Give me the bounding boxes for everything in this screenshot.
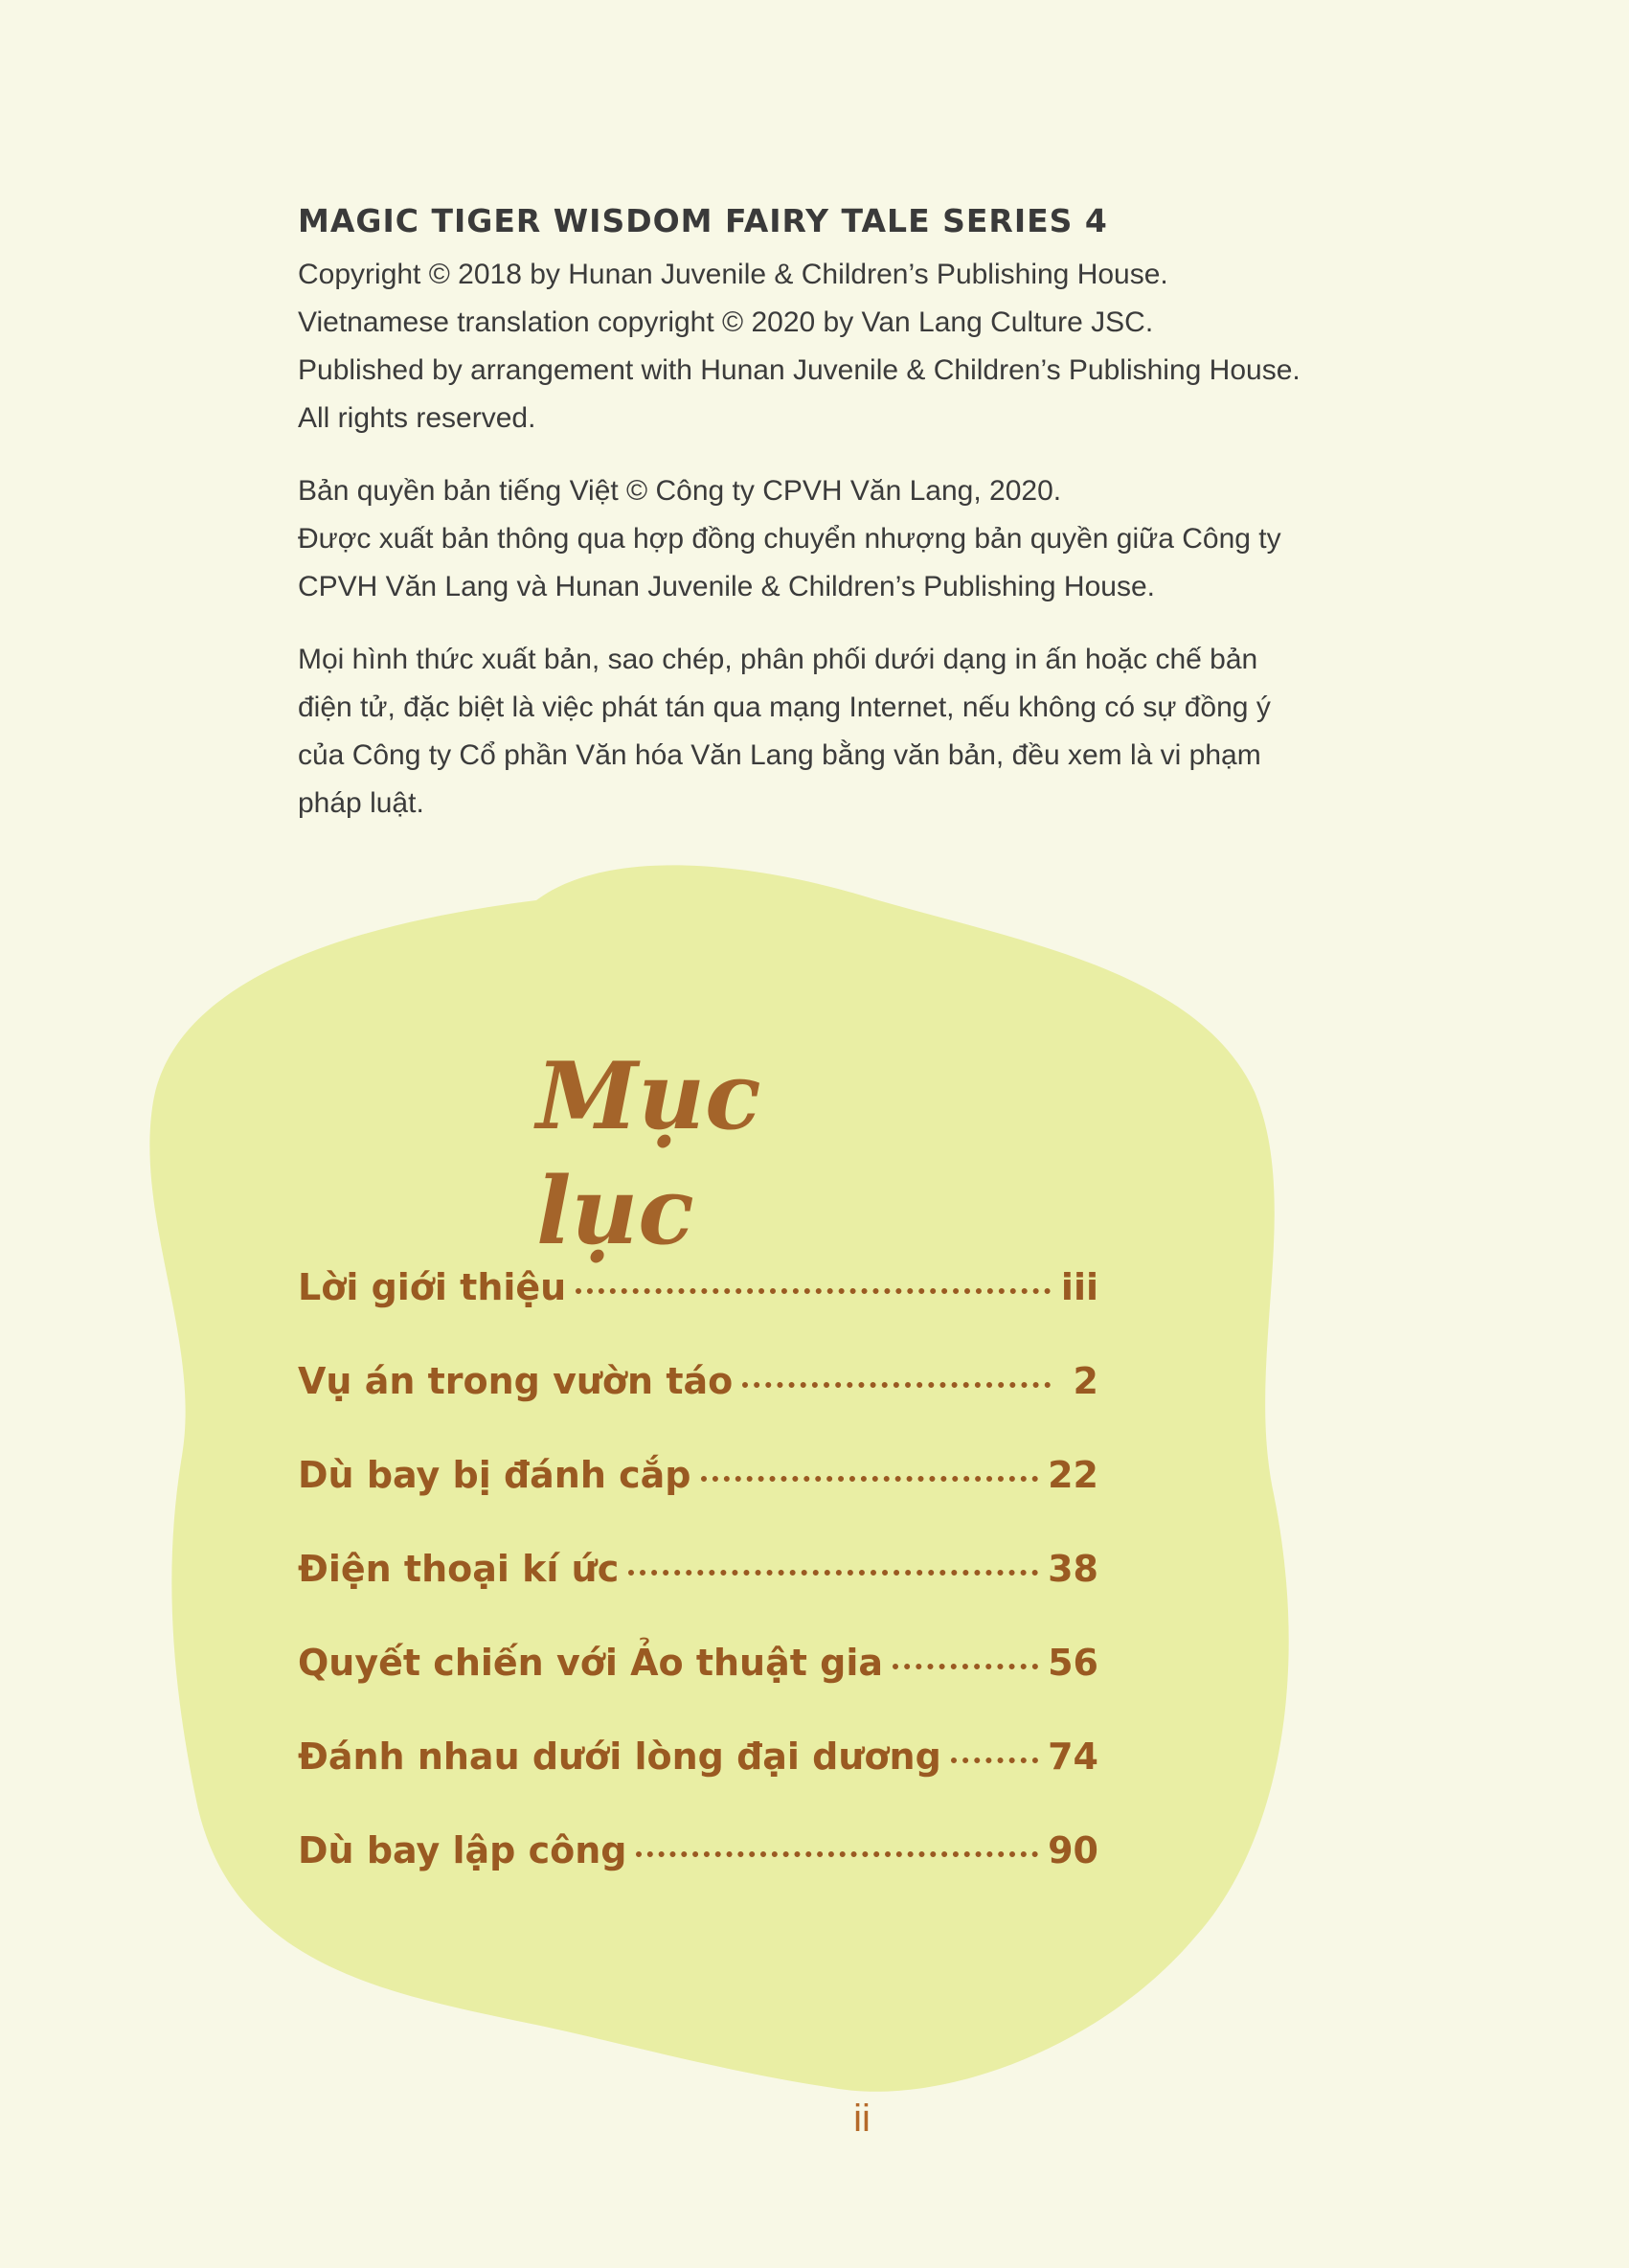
vietnamese-copyright (298, 467, 1447, 611)
toc-entry[interactable] (298, 1735, 1098, 1829)
toc-entry-page: 74 (1048, 1735, 1098, 1778)
toc-entry-page: 22 (1048, 1454, 1098, 1496)
toc-entry-page: 38 (1048, 1548, 1098, 1590)
toc-entry[interactable] (298, 1454, 1098, 1548)
copyright-line: Được xuất bản thông qua hợp đồng chuyển nhượng bản quyền giữa Công ty (298, 523, 1281, 555)
notice-line: điện tử, đặc biệt là việc phát tán qua mạng Internet, nếu không có sự đồng ý (298, 692, 1271, 723)
toc-entry-page: iii (1060, 1266, 1098, 1308)
toc-entry-title: Đánh nhau dưới lòng đại dương (298, 1735, 941, 1778)
dot-leader (951, 1758, 1038, 1763)
notice-line: của Công ty Cổ phần Văn hóa Văn Lang bằng văn bản, đều xem là vi phạm (298, 739, 1261, 771)
copyright-line: Copyright © 2018 by Hunan Juvenile & Children’s Publishing House. (298, 259, 1168, 290)
toc-heading: Mục lục (536, 1042, 761, 1265)
toc-entry-page: 90 (1048, 1829, 1098, 1871)
toc-entry-title: Dù bay bị đánh cắp (298, 1454, 691, 1496)
copyright-block (298, 201, 1447, 828)
toc-entry-title: Dù bay lập công (298, 1829, 627, 1871)
notice-line: pháp luật. (298, 787, 424, 819)
toc-entry-page: 2 (1073, 1360, 1098, 1402)
dot-leader (636, 1851, 1038, 1857)
series-title: MAGIC TIGER WISDOM FAIRY TALE SERIES 4 (298, 202, 1108, 239)
toc-entry-title: Điện thoại kí ức (298, 1548, 620, 1590)
toc-entry-title: Lời giới thiệu (298, 1266, 567, 1308)
dot-leader (742, 1382, 1051, 1388)
toc-entry-title: Vụ án trong vườn táo (298, 1360, 734, 1402)
copyright-line: All rights reserved. (298, 402, 536, 434)
toc-entry[interactable] (298, 1360, 1098, 1454)
dot-leader (628, 1570, 1038, 1576)
toc-entry[interactable] (298, 1266, 1098, 1360)
toc-entry[interactable] (298, 1829, 1098, 1923)
table-of-contents (298, 1266, 1098, 1923)
dot-leader (701, 1476, 1039, 1482)
notice-line: Mọi hình thức xuất bản, sao chép, phân phối dưới dạng in ấn hoặc chế bản (298, 644, 1258, 675)
dot-leader (893, 1664, 1038, 1669)
dot-leader (576, 1288, 1051, 1294)
copyright-line: Bản quyền bản tiếng Việt © Công ty CPVH Văn Lang, 2020. (298, 475, 1062, 507)
page-number: ii (853, 2098, 871, 2140)
copyright-line: Vietnamese translation copyright © 2020 by Van Lang Culture JSC. (298, 306, 1154, 338)
toc-entry-title: Quyết chiến với Ảo thuật gia (298, 1642, 884, 1684)
toc-entry[interactable] (298, 1642, 1098, 1735)
toc-entry[interactable] (298, 1548, 1098, 1642)
copyright-line: Published by arrangement with Hunan Juvenile & Children’s Publishing House. (298, 354, 1301, 386)
copyright-line: CPVH Văn Lang và Hunan Juvenile & Children’s Publishing House. (298, 571, 1155, 602)
legal-notice (298, 636, 1447, 828)
toc-entry-page: 56 (1048, 1642, 1098, 1684)
